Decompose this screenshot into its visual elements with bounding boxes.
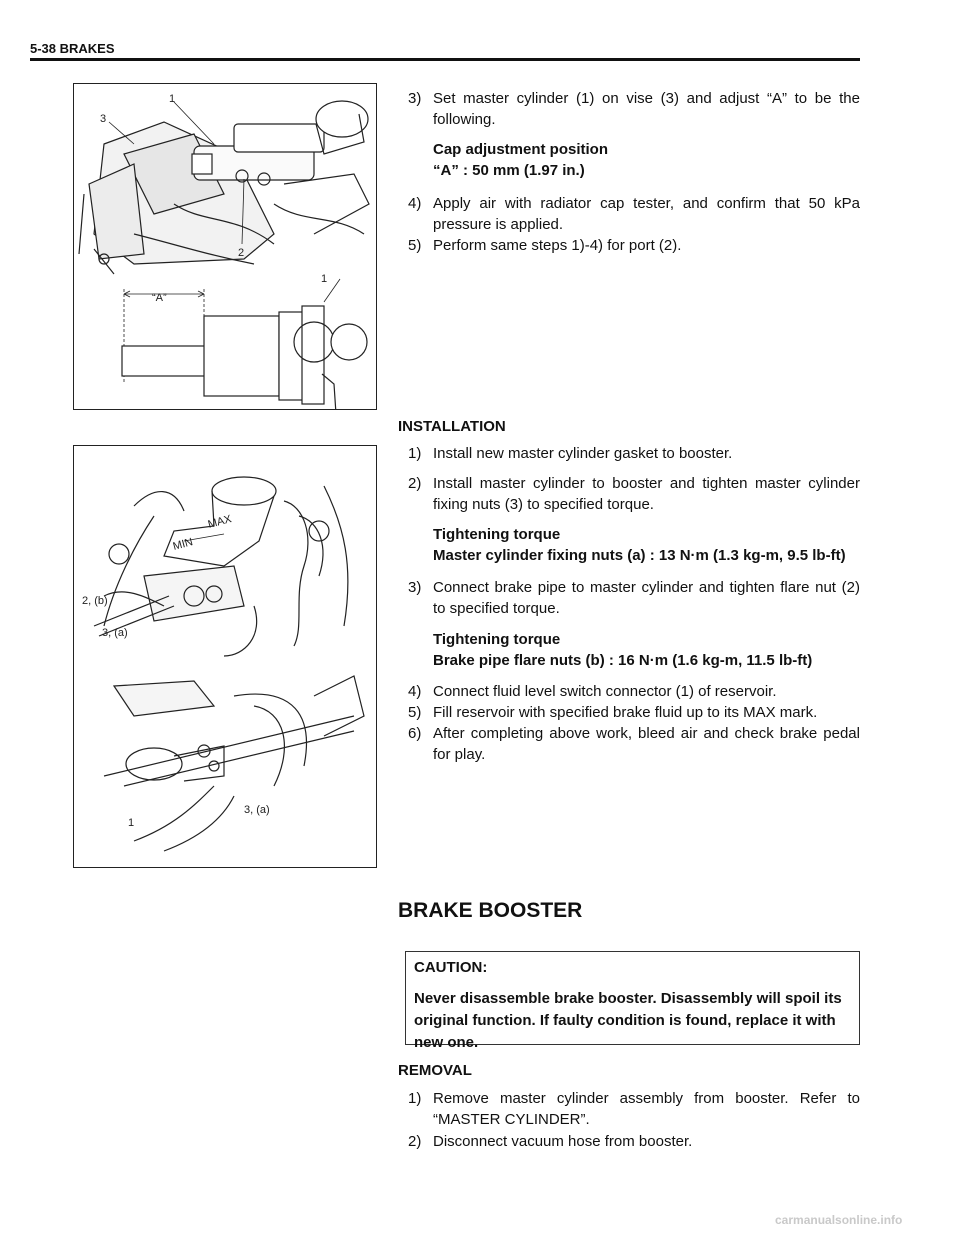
removal-step-1: 1) Remove master cylinder assembly from booster. Refer to “MASTER CYLINDER”. (408, 1090, 860, 1128)
install-step-5: 5) Fill reservoir with specified brake fluid up to its MAX mark. (408, 704, 818, 721)
install-step-1: 1) Install new master cylinder gasket to booster. (408, 445, 733, 462)
master-cylinder-vise-illustration (74, 84, 376, 409)
callout-1: 1 (169, 93, 176, 105)
install-step-4: 4) Connect fluid level switch connector (1) of reservoir. (408, 683, 777, 700)
figure-master-cylinder-vise (73, 83, 377, 410)
install-step-2: 2) Install master cylinder to booster and tighten master cylinder fixing nuts (3) to specified torque. (408, 475, 860, 513)
cap-spec-value: “A” : 50 mm (1.97 in.) (433, 162, 585, 179)
torque2-value: Brake pipe flare nuts (b) : 16 N·m (1.6 kg-m, 11.5 lb-ft) (433, 652, 813, 669)
torque1-value: Master cylinder fixing nuts (a) : 13 N·m (1.3 kg-m, 9.5 lb-ft) (433, 547, 846, 564)
callout-1-lower: 1 (128, 817, 135, 829)
torque2-title: Tightening torque (433, 631, 561, 648)
callout-3a: 3, (a) (102, 627, 128, 639)
removal-title: REMOVAL (398, 1062, 472, 1079)
label-min: MIN (171, 536, 195, 553)
install-step-3: 3) Connect brake pipe to master cylinder and tighten flare nut (2) to specified torque. (408, 579, 860, 617)
step-3-set-cylinder: 3) Set master cylinder (1) on vise (3) and adjust “A” to be the following. (408, 90, 860, 128)
install-step-6: 6) After completing above work, bleed air and check brake pedal for play. (408, 725, 860, 763)
brake-booster-title: BRAKE BOOSTER (398, 899, 583, 922)
torque1-title: Tightening torque (433, 526, 561, 543)
header-rule (30, 58, 860, 61)
caution-text: Never disassemble brake booster. Disassembly will spoil its original function. If faulty condition is found, replace it with new one. (414, 990, 842, 1051)
page-header: 5-38 BRAKES (30, 41, 115, 56)
callout-1b: 1 (321, 273, 328, 285)
caution-title: CAUTION: (414, 959, 488, 976)
label-max: MAX (206, 513, 233, 531)
caution-box (405, 951, 860, 1051)
installation-illustration (74, 446, 376, 867)
callout-2b: 2, (b) (82, 595, 108, 607)
step-5-perform: 5) Perform same steps 1)-4) for port (2). (408, 237, 682, 254)
callout-a: “A” (152, 292, 167, 304)
callout-3: 3 (100, 113, 107, 125)
figure-installation (73, 445, 377, 868)
watermark: carmanualsonline.info (775, 1213, 903, 1227)
removal-step-2: 2) Disconnect vacuum hose from booster. (408, 1133, 693, 1150)
callout-2: 2 (238, 247, 245, 259)
cap-spec-title: Cap adjustment position (433, 141, 609, 158)
installation-title: INSTALLATION (398, 418, 506, 435)
callout-3a-lower: 3, (a) (244, 804, 270, 816)
step-4-apply-air: 4) Apply air with radiator cap tester, and confirm that 50 kPa pressure is applied. (408, 195, 860, 233)
